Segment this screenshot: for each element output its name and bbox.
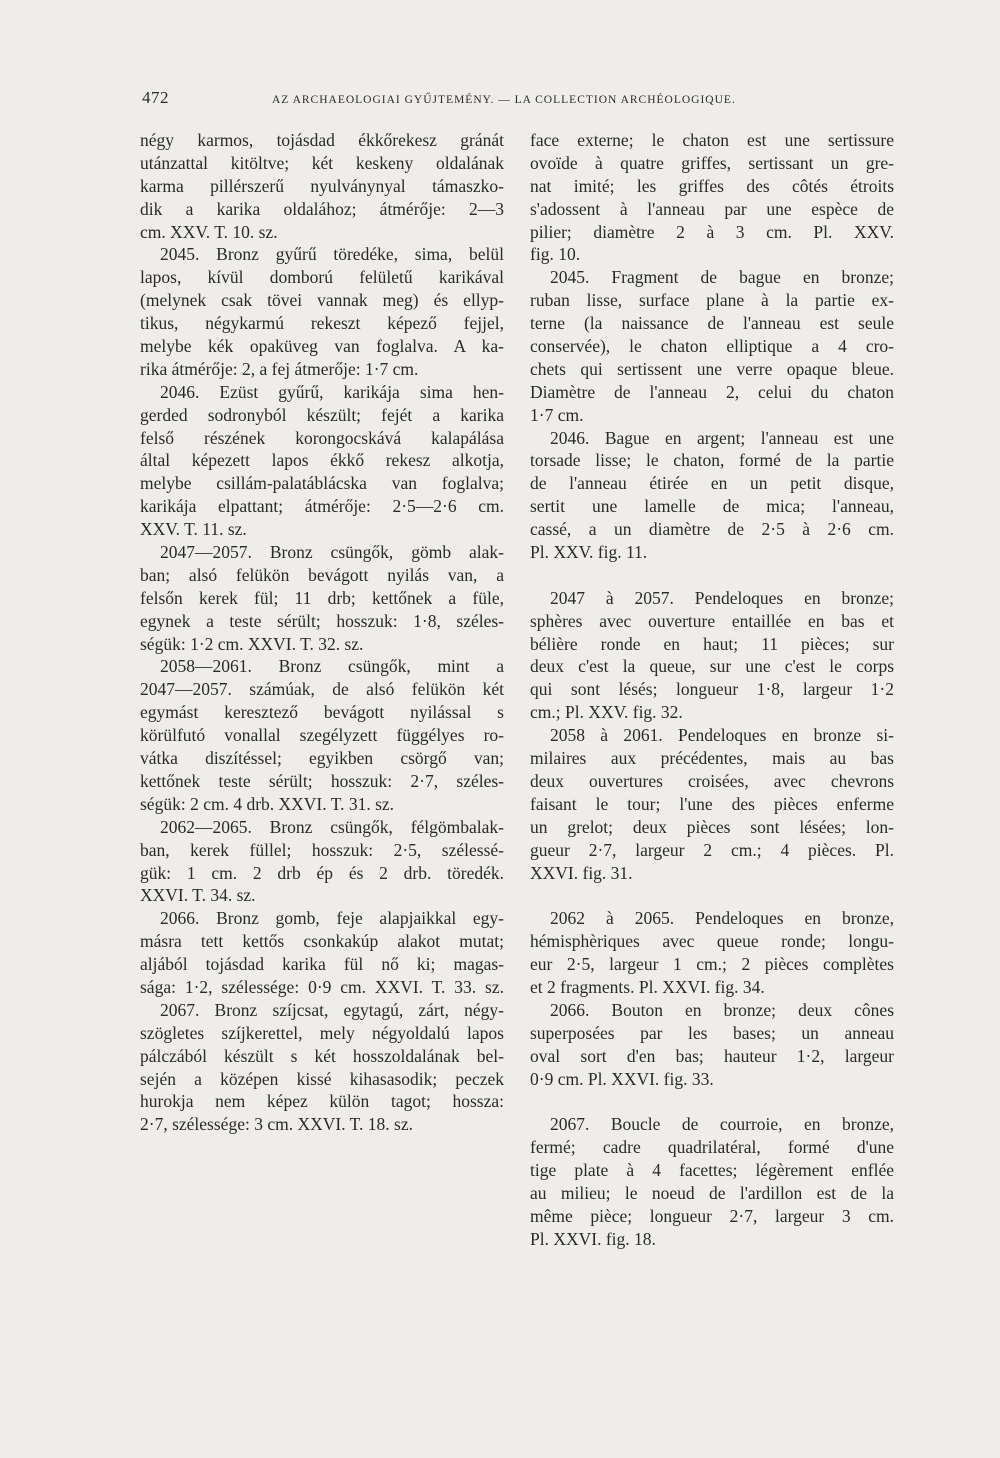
text-line: sején a középen kissé kihasasodik; peczek [140, 1068, 504, 1089]
text-line: face externe; le chaton est une sertissure [530, 130, 894, 150]
text-line: melybe kék opaküveg van foglalva. A ka- [140, 336, 504, 357]
text-line: faisant le tour; l'une des pièces enferme [530, 793, 894, 814]
text-line: Diamètre de l'anneau 2, celui du chaton [530, 381, 894, 402]
text-line: qui sont lésés; longueur 1·8, largeur 1·2 [530, 679, 894, 700]
text-line: kettőnek teste sérült; hosszuk: 2·7, széles- [140, 770, 504, 791]
text-line: 2046. Ezüst gyűrű, karikája sima hen- [160, 381, 504, 402]
text-line: ségük: 2 cm. 4 drb. XXVI. T. 31. sz. [140, 793, 395, 814]
text-line: felső részének korongocskává kalapálása [140, 427, 504, 448]
text-line: 2062 à 2065. Pendeloques en bronze, [550, 908, 894, 929]
text-line: nat imité; les griffes des côtés étroits [530, 175, 894, 196]
text-line: fermé; cadre quadrilatéral, formé d'une [530, 1137, 894, 1158]
text-line: un grelot; deux pièces sont lésées; lon- [530, 816, 894, 837]
text-line: 1·7 cm. [530, 404, 584, 425]
text-line: même pièce; longueur 2·7, largeur 3 cm. [530, 1205, 894, 1226]
text-line: melybe csillám-palatáblácska van foglalva; [140, 473, 504, 494]
text-line: aljából tojásdad karika fül nő ki; magas- [140, 954, 504, 975]
text-line: XXVI. fig. 31. [530, 862, 633, 883]
text-line: bélière ronde en haut; 11 pièces; sur [530, 633, 894, 654]
text-line: sertit une lamelle de mica; l'anneau, [530, 496, 894, 517]
text-line: 2047—2057. Bronz csüngők, gömb alak- [160, 542, 504, 563]
text-line: eur 2·5, largeur 1 cm.; 2 pièces complètes [530, 954, 894, 975]
text-line: Pl. XXV. fig. 11. [530, 542, 648, 563]
text-line: egynek a teste sérült; hosszuk: 1·8, széles- [140, 610, 504, 631]
text-line: milaires aux précédentes, mais au bas [530, 748, 894, 769]
text-line: 2045. Fragment de bague en bronze; [550, 267, 894, 288]
text-line: ovoïde à quatre griffes, sertissant un gre- [530, 152, 894, 173]
text-line: chets qui sertissent une verre opaque bleue. [530, 358, 894, 379]
text-line: ruban lisse, surface plane à la partie ex- [530, 290, 894, 311]
paragraph-gap [530, 884, 894, 907]
text-line: lapos, kívül domború felületű karikával [140, 267, 504, 288]
text-line: másra tett kettős csonkakúp alakot mutat; [140, 931, 504, 952]
text-line: hémisphèriques avec queue ronde; longu- [530, 931, 894, 952]
running-head: AZ ARCHAEOLOGIAI GYŰJTEMÉNY. — LA COLLECTION ARCHÉOLOGIQUE. [272, 94, 736, 106]
text-line: terne (la naissance de l'anneau est seule [530, 313, 894, 334]
text-line: 2045. Bronz gyűrű töredéke, sima, belül [160, 244, 504, 265]
text-line: 2066. Bouton en bronze; deux cônes [550, 999, 894, 1020]
text-line: tige plate à 4 facettes; légèrement enflée [530, 1160, 894, 1181]
text-line: au milieu; le noeud de l'ardillon est de la [530, 1182, 894, 1203]
text-line: ségük: 1·2 cm. XXVI. T. 32. sz. [140, 633, 364, 654]
text-line: karikája elpattant; átmérője: 2·5—2·6 cm. [140, 496, 504, 517]
text-line: 0·9 cm. Pl. XXVI. fig. 33. [530, 1068, 714, 1089]
text-line: körülfutó vonallal szegélyzett függélyes ro- [140, 725, 504, 746]
text-line: cm. XXV. T. 10. sz. [140, 221, 278, 242]
text-line: egymást keresztező bevágott nyilással s [140, 702, 504, 723]
text-line: 2·7, szélessége: 3 cm. XXVI. T. 18. sz. [140, 1114, 413, 1135]
text-line: ban, kerek füllel; hosszuk: 2·5, szélessé- [140, 839, 504, 860]
text-line: vátka diszítéssel; egyikben csörgő van; [140, 748, 504, 769]
text-line: négy karmos, tojásdad ékkőrekesz gránát [140, 130, 504, 150]
text-line: pilier; diamètre 2 à 3 cm. Pl. XXV. [530, 221, 894, 242]
text-line: cm.; Pl. XXV. fig. 32. [530, 702, 683, 723]
text-line: conservée), le chaton elliptique a 4 cro- [530, 336, 894, 357]
text-line: fig. 10. [530, 244, 581, 265]
text-line: (melynek csak tövei vannak meg) és ellyp- [140, 290, 504, 311]
text-line: sphères avec ouverture entaillée en bas et [530, 610, 894, 631]
paragraph-gap [530, 564, 894, 587]
text-line: gueur 2·7, largeur 2 cm.; 4 pièces. Pl. [530, 839, 894, 860]
text-line: s'adossent à l'anneau par une espèce de [530, 198, 894, 219]
text-line: utánzattal kitöltve; két keskeny oldalának [140, 152, 504, 173]
text-line: 2067. Bronz szíjcsat, egytagú, zárt, négy- [160, 999, 504, 1020]
paragraph-gap [530, 1090, 894, 1113]
text-line: ban; alsó felükön bevágott nyilás van, a [140, 564, 504, 585]
text-line: 2058 à 2061. Pendeloques en bronze si- [550, 725, 894, 746]
text-line: et 2 fragments. Pl. XXVI. fig. 34. [530, 976, 765, 997]
text-line: rika átmérője: 2, a fej átmerője: 1·7 cm. [140, 358, 419, 379]
text-line: felsőn kerek fül; 11 drb; kettőnek a füle, [140, 587, 504, 608]
text-line: 2047 à 2057. Pendeloques en bronze; [550, 587, 894, 608]
text-line: deux c'est la queue, sur une c'est le corps [530, 656, 894, 677]
text-line: sága: 1·2, szélessége: 0·9 cm. XXVI. T. 33. sz. [140, 976, 504, 997]
text-line: 2067. Boucle de courroie, en bronze, [550, 1114, 894, 1135]
text-line: tikus, négykarmú rekeszt képező fejjel, [140, 313, 504, 334]
hungarian-column [140, 129, 504, 1136]
text-line: 2066. Bronz gomb, feje alapjaikkal egy- [160, 908, 504, 929]
text-line: superposées par les bases; un anneau [530, 1022, 894, 1043]
text-line: gerded sodronyból készült; fejét a karika [140, 404, 504, 425]
text-line: gük: 1 cm. 2 drb ép és 2 drb. töredék. [140, 862, 504, 883]
text-line: 2046. Bague en argent; l'anneau est une [550, 427, 894, 448]
text-line: karma pillérszerű nyulványnyal támaszko- [140, 175, 504, 196]
text-line: cassé, a un diamètre de 2·5 à 2·6 cm. [530, 519, 894, 540]
text-line: dik a karika oldalához; átmérője: 2—3 [140, 198, 504, 219]
text-line: 2062—2065. Bronz csüngők, félgömbalak- [160, 816, 504, 837]
text-line: 2047—2057. számúak, de alsó felükön két [140, 679, 504, 700]
text-line: hurokja nem képez külön tagot; hossza: [140, 1091, 504, 1112]
text-line: torsade lisse; le chaton, formé de la partie [530, 450, 894, 471]
text-line: 2058—2061. Bronz csüngők, mint a [160, 656, 504, 677]
text-line: Pl. XXVI. fig. 18. [530, 1228, 656, 1249]
text-line: XXVI. T. 34. sz. [140, 885, 256, 906]
text-line: de l'anneau étirée en un petit disque, [530, 473, 894, 494]
text-line: deux ouvertures croisées, avec chevrons [530, 770, 894, 791]
text-line: szögletes szíjkerettel, mely négyoldalú lapos [140, 1022, 504, 1043]
text-line: oval sort d'en bas; hauteur 1·2, largeur [530, 1045, 894, 1066]
text-line: XXV. T. 11. sz. [140, 519, 247, 540]
text-line: által képezett lapos ékkő rekesz alkotja, [140, 450, 504, 471]
text-line: pálczából készült s két hosszoldalának bel- [140, 1045, 504, 1066]
french-column [530, 129, 894, 1251]
page-number: 472 [142, 88, 169, 107]
